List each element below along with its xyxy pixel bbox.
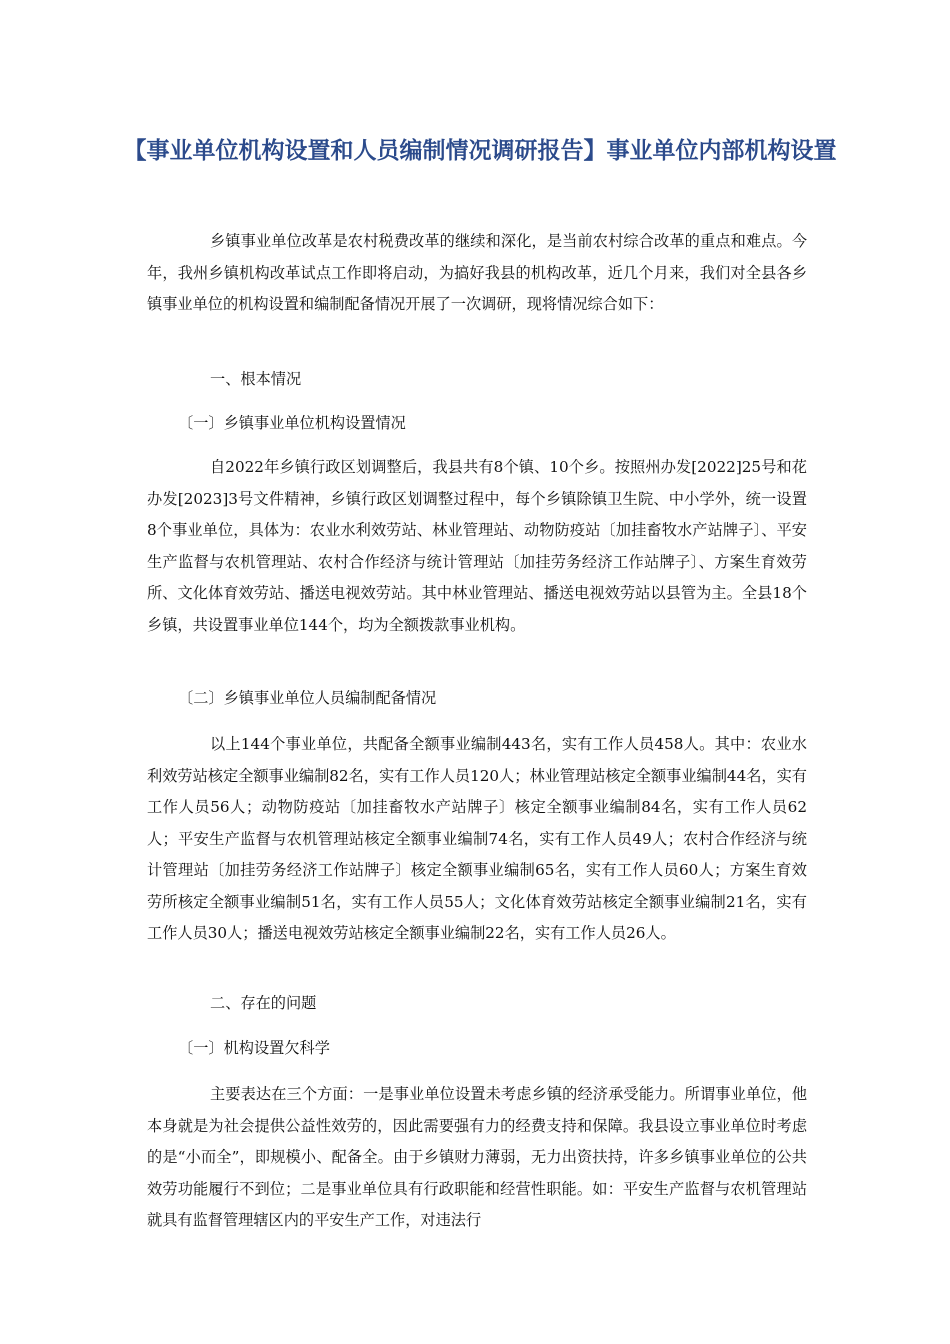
section-2-1-paragraph: 主要表达在三个方面：一是事业单位设置未考虑乡镇的经济承受能力。所谓事业单位，他本身就是为社会提供公益性效劳的，因此需要强有力的经费支持和保障。我县设立事业单位时考虑的是“小而全”，即规模小、配备全。由于乡镇财力薄弱，无力出资扶持，许多乡镇事业单位的公共效劳功能履行不到位；二是事业单位具有行政职能和经营性职能。如：平安生产监督与农机管理站就具有监督管理辖区内的平安生产工作，对违法行 [147, 1085, 807, 1229]
section-2-1-heading: 〔一〕机构设置欠科学 [178, 1039, 330, 1057]
section-1-2-paragraph: 以上144个事业单位，共配备全额事业编制443名，实有工作人员458人。其中：农业水利效劳站核定全额事业编制82名，实有工作人员120人；林业管理站核定全额事业编制44名，实有工作人员56人；动物防疫站〔加挂畜牧水产站牌子〕核定全额事业编制84名，实有工作人员62人；平安生产监督与农机管理站核定全额事业编制74名，实有工作人员49人；农村合作经济与统计管理站〔加挂劳务经济工作站牌子〕核定全额事业编制65名，实有工作人员60人；方案生育效劳所核定全额事业编制51名，实有工作人员55人；文化体育效劳站核定全额事业编制21名，实有工作人员30人；播送电视效劳站核定全额事业编制22名，实有工作人员26人。 [147, 735, 807, 942]
section-1-heading: 一、根本情况 [210, 370, 302, 388]
intro-paragraph: 乡镇事业单位改革是农村税费改革的继续和深化，是当前农村综合改革的重点和难点。今年，我州乡镇机构改革试点工作即将启动，为搞好我县的机构改革，近几个月来，我们对全县各乡镇事业单位的机构设置和编制配备情况开展了一次调研，现将情况综合如下： [147, 232, 807, 313]
section-1-1-paragraph: 自2022年乡镇行政区划调整后，我县共有8个镇、10个乡。按照州办发[2022]25号和花办发[2023]3号文件精神，乡镇行政区划调整过程中，每个乡镇除镇卫生院、中小学外，统一设置8个事业单位，具体为：农业水利效劳站、林业管理站、动物防疫站〔加挂畜牧水产站牌子〕、平安生产监督与农机管理站、农村合作经济与统计管理站〔加挂劳务经济工作站牌子〕、方案生育效劳所、文化体育效劳站、播送电视效劳站。其中林业管理站、播送电视效劳站以县管为主。全县18个乡镇，共设置事业单位144个，均为全额拨款事业机构。 [147, 458, 807, 634]
section-1-1-heading: 〔一〕乡镇事业单位机构设置情况 [178, 414, 406, 432]
section-2-heading: 二、存在的问题 [210, 994, 317, 1012]
section-1-2-heading: 〔二〕乡镇事业单位人员编制配备情况 [178, 689, 437, 707]
document-title: 【事业单位机构设置和人员编制情况调研报告】事业单位内部机构设置 [123, 138, 837, 164]
